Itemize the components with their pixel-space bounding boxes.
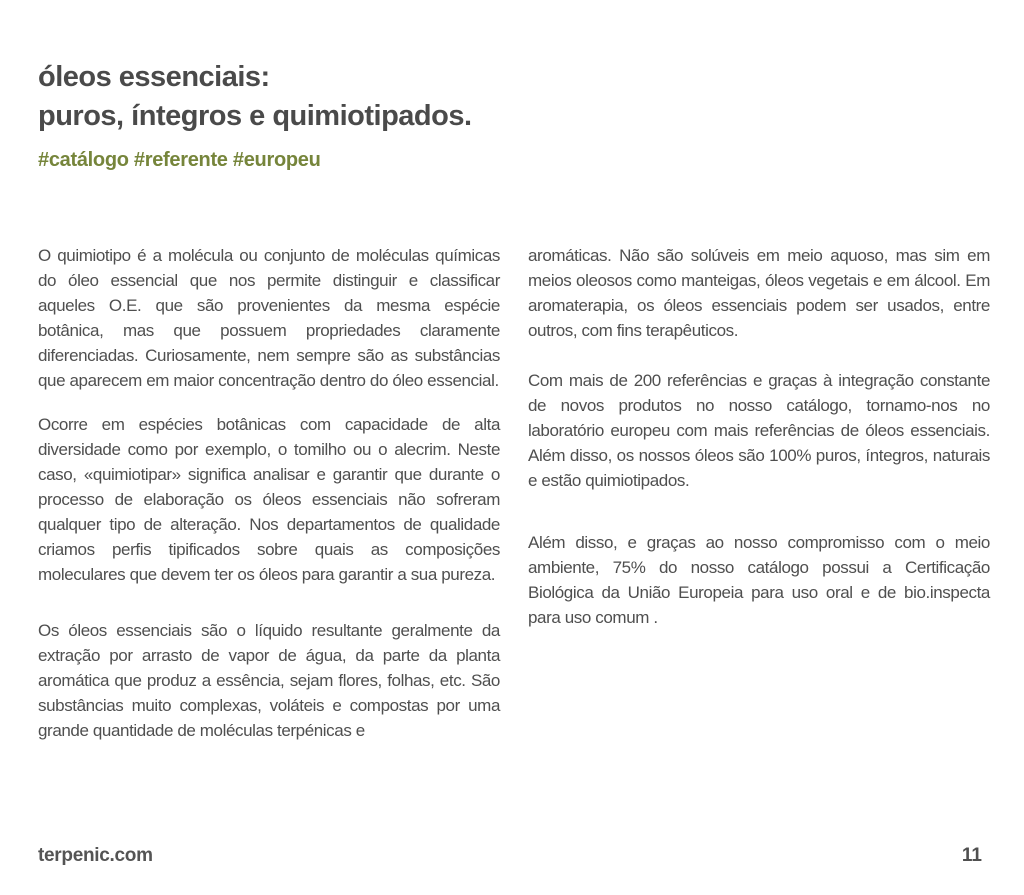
page-title-line-2: puros, íntegros e quimiotipados. (38, 100, 472, 132)
paragraph-essential-oils-liquid: Os óleos essenciais são o líquido resultante geralmente da extração por arrasto de vapor de água, da parte da planta aromática que produz a essência, sejam flores, folhas, etc. São substâncias muito complexas, voláteis e compostas por uma grande quantidade de moléculas terpénicas e (38, 621, 500, 740)
paragraph-bio-certification: Além disso, e graças ao nosso compromisso com o meio ambiente, 75% do nosso catálogo possui a Certificação Biológica da União Europeia para uso oral e de bio.inspecta para uso comum . (528, 533, 990, 627)
left-column (38, 243, 500, 743)
paragraph-aromatics-solubility: aromáticas. Não são solúveis em meio aquoso, mas sim em meios oleosos como manteigas, óleos vegetais e em álcool. Em aromaterapia, os óleos essenciais podem ser usados, entre outros, com fins terapêuticos. (528, 246, 990, 340)
paragraph-botanical-species: Ocorre em espécies botânicas com capacidade de alta diversidade como por exemplo, o tomilho ou o alecrim. Neste caso, «quimiotipar» significa analisar e garantir que durante o processo de elaboração os óleos essenciais não sofreram qualquer tipo de alteração. Nos departamentos de qualidade criamos perfis tipificados sobre quais as composições moleculares que devem ter os óleos para garantir a sua pureza. (38, 415, 500, 584)
right-column (528, 243, 990, 743)
footer-website: terpenic.com (38, 845, 153, 866)
body-content (38, 243, 990, 743)
hashtags-line: #catálogo #referente #europeu (38, 149, 321, 171)
paragraph-200-references: Com mais de 200 referências e graças à integração constante de novos produtos no nosso catálogo, tornamo-nos no laboratório europeu com mais referências de óleos essenciais. Além disso, os nossos óleos são 100% puros, íntegros, naturais e estão quimiotipados. (528, 371, 990, 490)
paragraph-chemotype-definition: O quimiotipo é a molécula ou conjunto de moléculas químicas do óleo essencial que nos permite distinguir e classificar aqueles O.E. que são provenientes da mesma espécie botânica, mas que possuem propriedades claramente diferenciadas. Curiosamente, nem sempre são as substâncias que aparecem em maior concentração dentro do óleo essencial. (38, 246, 500, 390)
page-number: 11 (961, 845, 982, 866)
page-title-line-1: óleos essenciais: (38, 61, 270, 93)
page-header (38, 58, 738, 172)
